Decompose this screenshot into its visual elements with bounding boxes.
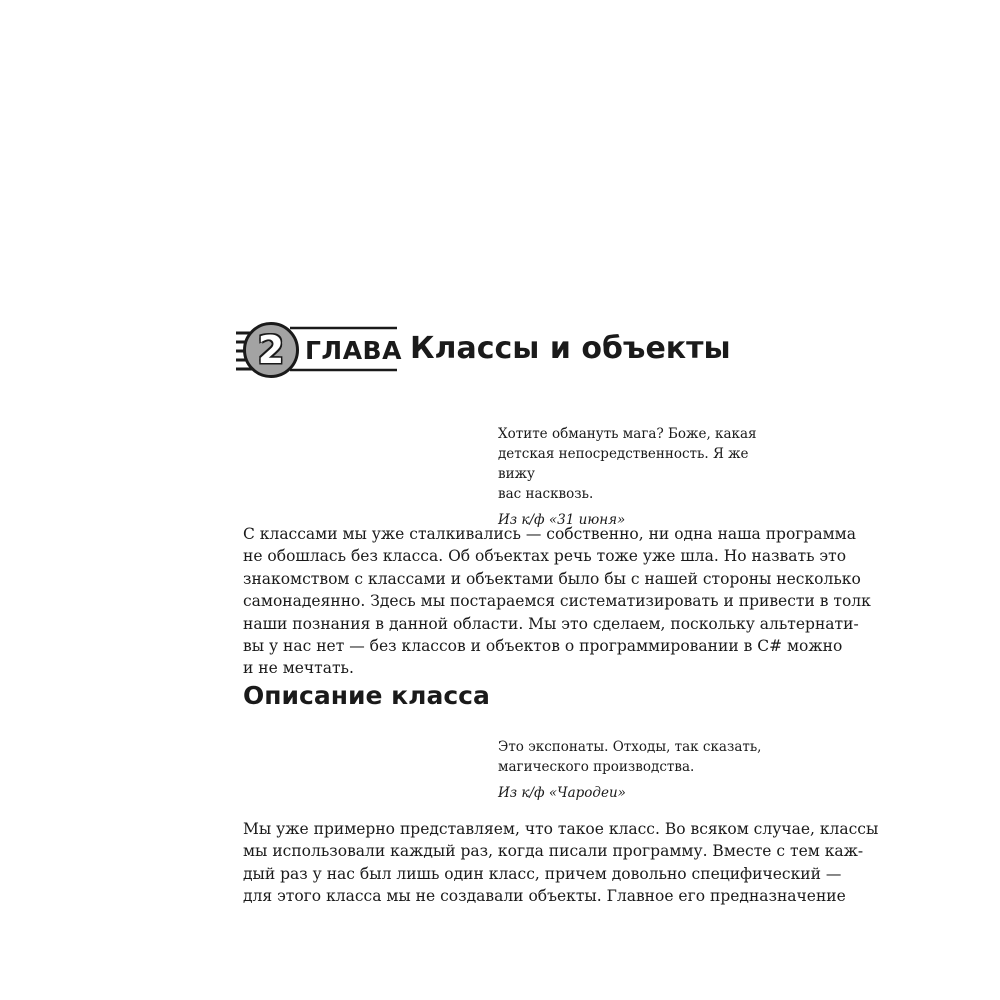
paragraph-line: мы использовали каждый раз, когда писали программу. Вместе с тем каж- <box>243 842 864 861</box>
paragraph-line: наши познания в данной области. Мы это сделаем, поскольку альтернати- <box>243 614 859 633</box>
section-heading: Описание класса <box>243 681 490 710</box>
chapter-label: ГЛАВА <box>305 336 402 365</box>
epigraph-quote <box>498 424 768 504</box>
paragraph-line: для этого класса мы не создавали объекты. Главное его предназначение <box>243 887 846 906</box>
epigraph-source: Из к/ф «Чародеи» <box>498 785 626 801</box>
chapter-title: Классы и объекты <box>410 331 731 366</box>
epigraph <box>498 424 768 530</box>
chapter-number-badge: 2 <box>243 322 299 378</box>
paragraph-line: не обошлась без класса. Об объектах речь тоже уже шла. Но назвать это <box>243 547 847 566</box>
paragraph-line: Мы уже примерно представляем, что такое класс. Во всяком случае, классы <box>243 820 879 838</box>
epigraph-quote <box>498 737 768 777</box>
epigraph-line: детская непосредственность. Я же вижу <box>498 446 749 482</box>
body-paragraph <box>243 523 871 680</box>
paragraph-line: С классами мы уже сталкивались — собственно, ни одна наша программа <box>243 525 856 543</box>
epigraph-line: вас насквозь. <box>498 486 594 502</box>
epigraph-line: Это экспонаты. Отходы, так сказать, <box>498 739 762 755</box>
paragraph-line: вы у нас нет — без классов и объектов о программировании в C# можно <box>243 637 843 656</box>
epigraph-source: Из к/ф «31 июня» <box>498 512 626 528</box>
paragraph-line: знакомством с классами и объектами было бы с нашей стороны несколько <box>243 569 861 588</box>
paragraph-line: и не мечтать. <box>243 659 354 678</box>
epigraph-line: магического производства. <box>498 759 695 775</box>
epigraph <box>498 737 768 803</box>
paragraph-line: самонадеянно. Здесь мы постараемся систематизировать и привести в толк <box>243 592 871 611</box>
epigraph-line: Хотите обмануть мага? Боже, какая <box>498 426 757 442</box>
body-paragraph <box>243 818 879 908</box>
paragraph-line: дый раз у нас был лишь один класс, причем довольно специфический — <box>243 864 842 883</box>
